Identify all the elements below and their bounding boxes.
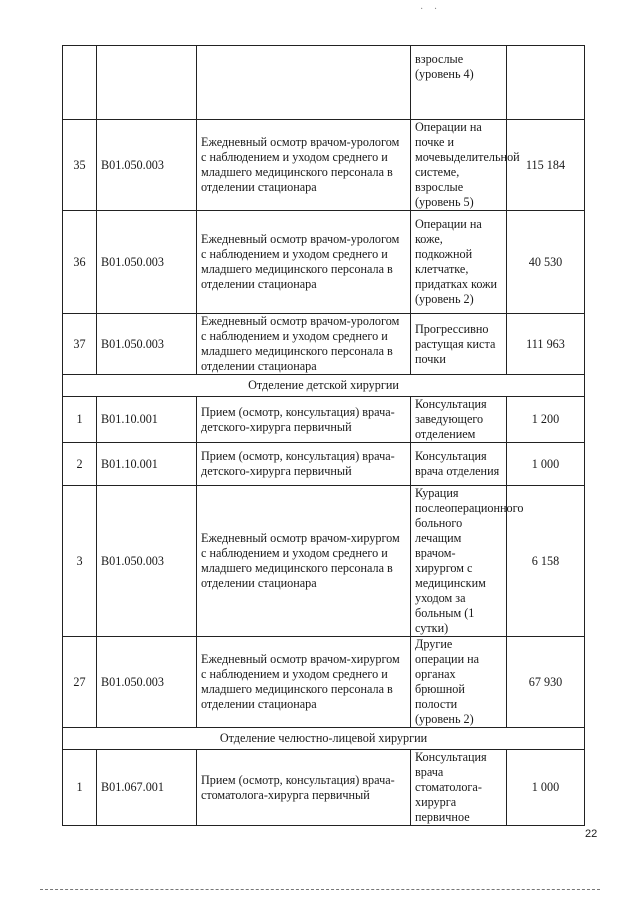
service-name: Ежедневный осмотр врачом-хирургом с наблюдением и уходом среднего и младшего медицинского персонала в отделении стационара — [197, 637, 411, 728]
table-row — [63, 46, 585, 120]
service-code: B01.050.003 — [97, 314, 197, 375]
service-price — [507, 46, 585, 120]
service-price: 1 200 — [507, 397, 585, 443]
table-row — [63, 443, 585, 486]
service-description: Операции на почке и мочевыделительной системе, взрослые (уровень 5) — [411, 120, 507, 211]
scan-mark: · · — [420, 4, 442, 15]
service-description: Курация послеоперационного больного лечащим врачом-хирургом с медицинским уходом за больным (1 сутки) — [411, 486, 507, 637]
service-code: B01.067.001 — [97, 750, 197, 826]
service-code: B01.10.001 — [97, 443, 197, 486]
service-description: Другие операции на органах брюшной полости (уровень 2) — [411, 637, 507, 728]
service-price: 115 184 — [507, 120, 585, 211]
service-code: B01.050.003 — [97, 211, 197, 314]
service-code: B01.050.003 — [97, 637, 197, 728]
table-row — [63, 120, 585, 211]
service-description: Операции на коже, подкожной клетчатке, придатках кожи (уровень 2) — [411, 211, 507, 314]
service-description: Консультация врача отделения — [411, 443, 507, 486]
row-number: 1 — [63, 397, 97, 443]
section-title-maxillofacial-surgery: Отделение челюстно-лицевой хирургии — [63, 728, 585, 750]
service-name: Ежедневный осмотр врачом-урологом с наблюдением и уходом среднего и младшего медицинского персонала в отделении стационара — [197, 314, 411, 375]
service-code — [97, 46, 197, 120]
page-number: 22 — [585, 828, 598, 840]
service-description: Консультация заведующего отделением — [411, 397, 507, 443]
service-price: 67 930 — [507, 637, 585, 728]
service-name — [197, 46, 411, 120]
section-header — [63, 375, 585, 397]
service-price: 1 000 — [507, 443, 585, 486]
table-row — [63, 211, 585, 314]
row-number: 35 — [63, 120, 97, 211]
service-price: 40 530 — [507, 211, 585, 314]
service-price: 1 000 — [507, 750, 585, 826]
service-description: Прогрессивно растущая киста почки — [411, 314, 507, 375]
row-number: 3 — [63, 486, 97, 637]
service-price: 111 963 — [507, 314, 585, 375]
service-description: Консультация врача стоматолога-хирурга первичное — [411, 750, 507, 826]
table-row — [63, 637, 585, 728]
table-row — [63, 750, 585, 826]
service-code: B01.050.003 — [97, 486, 197, 637]
row-number: 1 — [63, 750, 97, 826]
service-name: Прием (осмотр, консультация) врача-стоматолога-хирурга первичный — [197, 750, 411, 826]
section-header — [63, 728, 585, 750]
price-table — [62, 45, 585, 826]
service-description: взрослые (уровень 4) — [411, 46, 507, 120]
service-price: 6 158 — [507, 486, 585, 637]
service-name: Прием (осмотр, консультация) врача-детского-хирурга первичный — [197, 397, 411, 443]
service-name: Ежедневный осмотр врачом-урологом с наблюдением и уходом среднего и младшего медицинского персонала в отделении стационара — [197, 211, 411, 314]
row-number: 36 — [63, 211, 97, 314]
table-row — [63, 314, 585, 375]
row-number: 2 — [63, 443, 97, 486]
section-title-pediatric-surgery: Отделение детской хирургии — [63, 375, 585, 397]
service-name: Прием (осмотр, консультация) врача-детского-хирурга первичный — [197, 443, 411, 486]
row-number — [63, 46, 97, 120]
table-row — [63, 397, 585, 443]
service-name: Ежедневный осмотр врачом-хирургом с наблюдением и уходом среднего и младшего медицинского персонала в отделении стационара — [197, 486, 411, 637]
scan-edge-line — [40, 889, 600, 890]
service-code: B01.050.003 — [97, 120, 197, 211]
table-row — [63, 486, 585, 637]
service-name: Ежедневный осмотр врачом-урологом с наблюдением и уходом среднего и младшего медицинского персонала в отделении стационара — [197, 120, 411, 211]
row-number: 37 — [63, 314, 97, 375]
service-code: B01.10.001 — [97, 397, 197, 443]
row-number: 27 — [63, 637, 97, 728]
